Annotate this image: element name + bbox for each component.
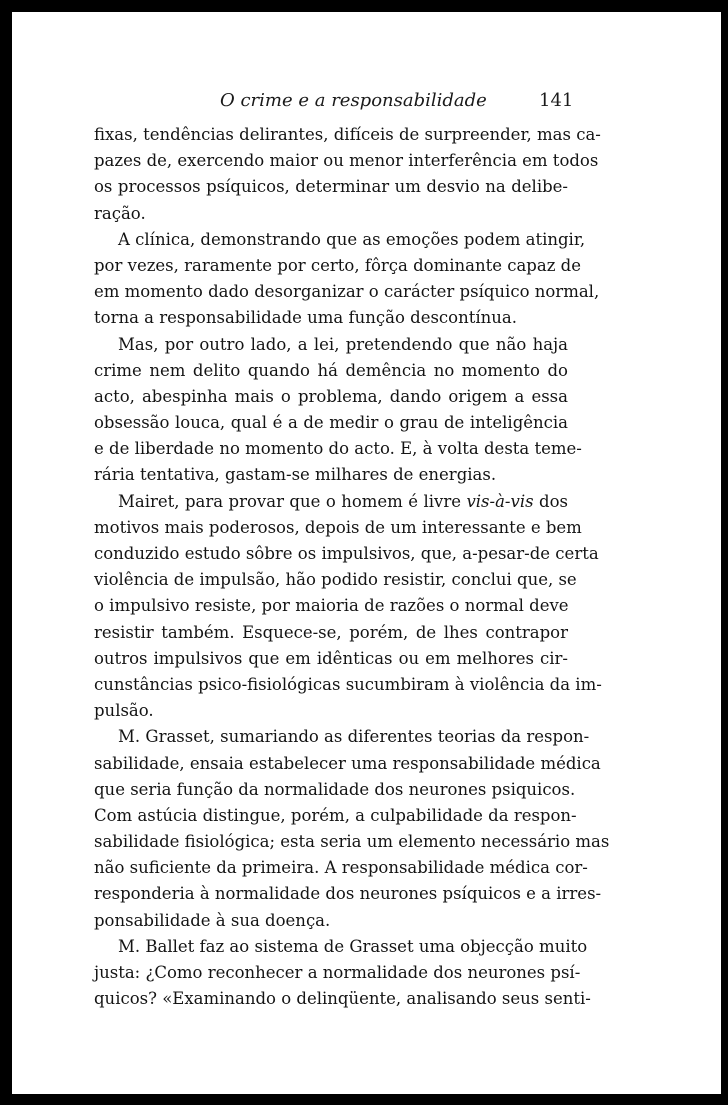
text-line: sabilidade fisiológica; esta seria um elemento necessário mas xyxy=(94,832,610,852)
text-line: os processos psíquicos, determinar um desvio na delibe- xyxy=(94,177,568,197)
book-page xyxy=(12,12,721,1094)
text-line: M. Grasset, sumariando as diferentes teorias da respon- xyxy=(118,727,590,747)
running-title: O crime e a responsabilidade xyxy=(220,90,487,111)
text-line: conduzido estudo sôbre os impulsivos, que, a-pesar-de certa xyxy=(94,544,599,563)
text-segment: Mairet, para provar que o homem é livre xyxy=(118,491,461,511)
text-line: em momento dado desorganizar o carácter psíquico normal, xyxy=(94,282,600,302)
text-line xyxy=(94,489,568,515)
text-segment: dos xyxy=(539,491,568,511)
text-line: o impulsivo resiste, por maioria de razões o normal deve xyxy=(94,596,569,616)
text-line: ração. xyxy=(94,203,146,223)
paragraph xyxy=(94,934,591,1013)
paragraph xyxy=(94,724,610,934)
text-line: Com astúcia distingue, porém, a culpabilidade da respon- xyxy=(94,805,577,825)
text-line: ponsabilidade à sua doença. xyxy=(94,910,331,930)
text-line: torna a responsabilidade uma função descontínua. xyxy=(94,308,517,328)
body-text xyxy=(94,122,610,1012)
paragraph xyxy=(94,332,582,489)
text-line: responderia à normalidade dos neurones psíquicos e a irres- xyxy=(94,884,602,904)
text-line: e de liberdade no momento do acto. E, à volta desta teme- xyxy=(94,439,582,459)
text-line: Mas, por outro lado, a lei, pretendendo que não haja xyxy=(118,334,568,354)
text-line: violência de impulsão, hão podido resistir, conclui que, se xyxy=(94,570,577,590)
paragraph xyxy=(94,489,602,725)
text-line: outros impulsivos que em idênticas ou em melhores cir- xyxy=(94,648,568,668)
text-line: obsessão louca, qual é a de medir o grau de inteligência xyxy=(94,413,568,433)
text-line: M. Ballet faz ao sistema de Grasset uma objecção muito xyxy=(118,936,588,956)
text-line: cunstâncias psico-fisiológicas sucumbiram à violência da im- xyxy=(94,674,602,694)
text-line: fixas, tendências delirantes, difíceis de surpreender, mas ca- xyxy=(94,125,601,144)
italic-phrase: vis-à-vis xyxy=(466,491,534,511)
text-line: justa: ¿Como reconhecer a normalidade dos neurones psí- xyxy=(94,963,581,982)
text-line: rária tentativa, gastam-se milhares de energias. xyxy=(94,465,497,485)
text-line: resistir também. Esquece-se, porém, de lhes contrapor xyxy=(94,622,568,642)
paragraph xyxy=(94,227,600,332)
text-line: quicos? «Examinando o delinqüente, analisando seus senti- xyxy=(94,989,591,1009)
text-line: sabilidade, ensaia estabelecer uma responsabilidade médica xyxy=(94,753,601,773)
paragraph xyxy=(94,122,601,227)
text-line: não suficiente da primeira. A responsabilidade médica cor- xyxy=(94,858,588,878)
text-line: acto, abespinha mais o problema, dando origem a essa xyxy=(94,386,568,406)
text-line: que seria função da normalidade dos neurones psiquicos. xyxy=(94,779,576,799)
page-header xyxy=(12,90,721,114)
text-line: crime nem delito quando há demência no momento do xyxy=(94,360,568,380)
text-line: A clínica, demonstrando que as emoções podem atingir, xyxy=(118,229,586,249)
page-number: 141 xyxy=(539,90,574,111)
text-line: pazes de, exercendo maior ou menor interferência em todos xyxy=(94,151,599,171)
text-line: por vezes, raramente por certo, fôrça dominante capaz de xyxy=(94,255,581,275)
text-line: pulsão. xyxy=(94,701,154,721)
text-line: motivos mais poderosos, depois de um interessante e bem xyxy=(94,517,582,537)
